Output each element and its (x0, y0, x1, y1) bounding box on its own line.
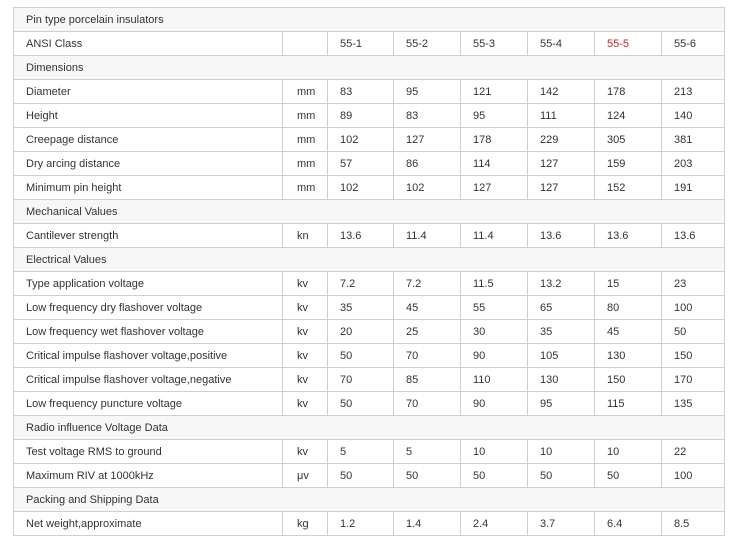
value-cell: 100 (662, 464, 725, 488)
value-cell: 55-2 (394, 32, 461, 56)
parameter-label: Cantilever strength (14, 224, 283, 248)
value-cell: 95 (528, 392, 595, 416)
unit-cell: kv (283, 320, 328, 344)
value-cell: 35 (528, 320, 595, 344)
section-header-row (14, 200, 725, 224)
value-cell: 35 (328, 296, 394, 320)
value-cell: 50 (328, 464, 394, 488)
section-title: Dimensions (14, 56, 725, 80)
table-row (14, 272, 725, 296)
parameter-label: Low frequency dry flashover voltage (14, 296, 283, 320)
value-cell: 127 (461, 176, 528, 200)
value-cell: 13.6 (528, 224, 595, 248)
unit-cell: kv (283, 440, 328, 464)
parameter-label: Diameter (14, 80, 283, 104)
unit-cell: kv (283, 296, 328, 320)
value-cell: 178 (595, 80, 662, 104)
unit-cell: mm (283, 176, 328, 200)
value-cell: 140 (662, 104, 725, 128)
value-cell: 111 (528, 104, 595, 128)
value-cell: 381 (662, 128, 725, 152)
parameter-label: Maximum RIV at 1000kHz (14, 464, 283, 488)
value-cell: 127 (528, 176, 595, 200)
value-cell: 100 (662, 296, 725, 320)
parameter-label: Critical impulse flashover voltage,negative (14, 368, 283, 392)
unit-cell: mm (283, 80, 328, 104)
spec-table-body (14, 8, 725, 536)
value-cell: 10 (528, 440, 595, 464)
section-title: Pin type porcelain insulators (14, 8, 725, 32)
unit-cell (283, 32, 328, 56)
value-cell: 127 (528, 152, 595, 176)
table-row (14, 224, 725, 248)
value-cell: 86 (394, 152, 461, 176)
value-cell: 70 (394, 392, 461, 416)
value-cell: 7.2 (394, 272, 461, 296)
parameter-label: Low frequency puncture voltage (14, 392, 283, 416)
table-row (14, 344, 725, 368)
parameter-label: Height (14, 104, 283, 128)
value-cell: 305 (595, 128, 662, 152)
value-cell: 23 (662, 272, 725, 296)
insulator-spec-table-container (13, 7, 725, 536)
value-cell: 13.6 (328, 224, 394, 248)
value-cell: 170 (662, 368, 725, 392)
value-cell: 95 (394, 80, 461, 104)
value-cell: 50 (328, 392, 394, 416)
unit-cell: μv (283, 464, 328, 488)
value-cell: 50 (461, 464, 528, 488)
value-cell: 15 (595, 272, 662, 296)
table-row (14, 440, 725, 464)
value-cell: 115 (595, 392, 662, 416)
value-cell: 65 (528, 296, 595, 320)
parameter-label: Dry arcing distance (14, 152, 283, 176)
value-cell: 3.7 (528, 512, 595, 536)
value-cell: 213 (662, 80, 725, 104)
value-cell: 55 (461, 296, 528, 320)
value-cell: 55-3 (461, 32, 528, 56)
parameter-label: Minimum pin height (14, 176, 283, 200)
table-row (14, 128, 725, 152)
value-cell: 110 (461, 368, 528, 392)
value-cell: 130 (595, 344, 662, 368)
insulator-spec-table (13, 7, 725, 536)
value-cell: 50 (662, 320, 725, 344)
table-row (14, 512, 725, 536)
value-cell: 8.5 (662, 512, 725, 536)
value-cell: 102 (328, 176, 394, 200)
value-cell: 5 (394, 440, 461, 464)
value-cell: 50 (595, 464, 662, 488)
value-cell: 11.4 (394, 224, 461, 248)
value-cell: 50 (528, 464, 595, 488)
value-cell: 22 (662, 440, 725, 464)
value-cell: 1.2 (328, 512, 394, 536)
section-header-row (14, 248, 725, 272)
parameter-label: Critical impulse flashover voltage,positive (14, 344, 283, 368)
value-cell: 11.5 (461, 272, 528, 296)
value-cell: 203 (662, 152, 725, 176)
value-cell: 30 (461, 320, 528, 344)
unit-cell: kv (283, 272, 328, 296)
parameter-label: Creepage distance (14, 128, 283, 152)
value-cell: 90 (461, 344, 528, 368)
value-cell: 102 (394, 176, 461, 200)
table-row (14, 464, 725, 488)
unit-cell: kv (283, 368, 328, 392)
value-cell: 13.2 (528, 272, 595, 296)
value-cell: 55-4 (528, 32, 595, 56)
section-title: Mechanical Values (14, 200, 725, 224)
value-cell: 191 (662, 176, 725, 200)
value-cell: 25 (394, 320, 461, 344)
value-cell: 159 (595, 152, 662, 176)
value-cell: 229 (528, 128, 595, 152)
value-cell: 45 (394, 296, 461, 320)
table-row (14, 176, 725, 200)
parameter-label: Type application voltage (14, 272, 283, 296)
value-cell: 55-6 (662, 32, 725, 56)
value-cell: 70 (394, 344, 461, 368)
section-title: Electrical Values (14, 248, 725, 272)
parameter-label: Low frequency wet flashover voltage (14, 320, 283, 344)
section-header-row (14, 56, 725, 80)
unit-cell: kg (283, 512, 328, 536)
value-cell: 13.6 (662, 224, 725, 248)
value-cell: 55-1 (328, 32, 394, 56)
value-cell: 178 (461, 128, 528, 152)
value-cell: 6.4 (595, 512, 662, 536)
table-row (14, 392, 725, 416)
unit-cell: kv (283, 344, 328, 368)
value-cell: 55-5 (595, 32, 662, 56)
value-cell: 90 (461, 392, 528, 416)
unit-cell: kv (283, 392, 328, 416)
section-header-row (14, 8, 725, 32)
section-header-row (14, 416, 725, 440)
unit-cell: mm (283, 152, 328, 176)
table-row (14, 296, 725, 320)
table-row (14, 320, 725, 344)
value-cell: 142 (528, 80, 595, 104)
value-cell: 1.4 (394, 512, 461, 536)
section-title: Radio influence Voltage Data (14, 416, 725, 440)
value-cell: 13.6 (595, 224, 662, 248)
value-cell: 114 (461, 152, 528, 176)
section-header-row (14, 488, 725, 512)
value-cell: 10 (595, 440, 662, 464)
value-cell: 95 (461, 104, 528, 128)
value-cell: 11.4 (461, 224, 528, 248)
value-cell: 135 (662, 392, 725, 416)
value-cell: 83 (394, 104, 461, 128)
value-cell: 50 (394, 464, 461, 488)
value-cell: 152 (595, 176, 662, 200)
value-cell: 102 (328, 128, 394, 152)
value-cell: 83 (328, 80, 394, 104)
value-cell: 150 (595, 368, 662, 392)
value-cell: 80 (595, 296, 662, 320)
value-cell: 130 (528, 368, 595, 392)
value-cell: 50 (328, 344, 394, 368)
value-cell: 121 (461, 80, 528, 104)
value-cell: 20 (328, 320, 394, 344)
value-cell: 89 (328, 104, 394, 128)
value-cell: 5 (328, 440, 394, 464)
value-cell: 70 (328, 368, 394, 392)
table-row (14, 152, 725, 176)
table-row (14, 368, 725, 392)
unit-cell: mm (283, 128, 328, 152)
table-row (14, 32, 725, 56)
parameter-label: ANSI Class (14, 32, 283, 56)
value-cell: 2.4 (461, 512, 528, 536)
section-title: Packing and Shipping Data (14, 488, 725, 512)
unit-cell: mm (283, 104, 328, 128)
table-row (14, 80, 725, 104)
value-cell: 150 (662, 344, 725, 368)
value-cell: 85 (394, 368, 461, 392)
value-cell: 10 (461, 440, 528, 464)
unit-cell: kn (283, 224, 328, 248)
value-cell: 7.2 (328, 272, 394, 296)
value-cell: 127 (394, 128, 461, 152)
table-row (14, 104, 725, 128)
parameter-label: Net weight,approximate (14, 512, 283, 536)
value-cell: 45 (595, 320, 662, 344)
value-cell: 105 (528, 344, 595, 368)
value-cell: 124 (595, 104, 662, 128)
value-cell: 57 (328, 152, 394, 176)
parameter-label: Test voltage RMS to ground (14, 440, 283, 464)
